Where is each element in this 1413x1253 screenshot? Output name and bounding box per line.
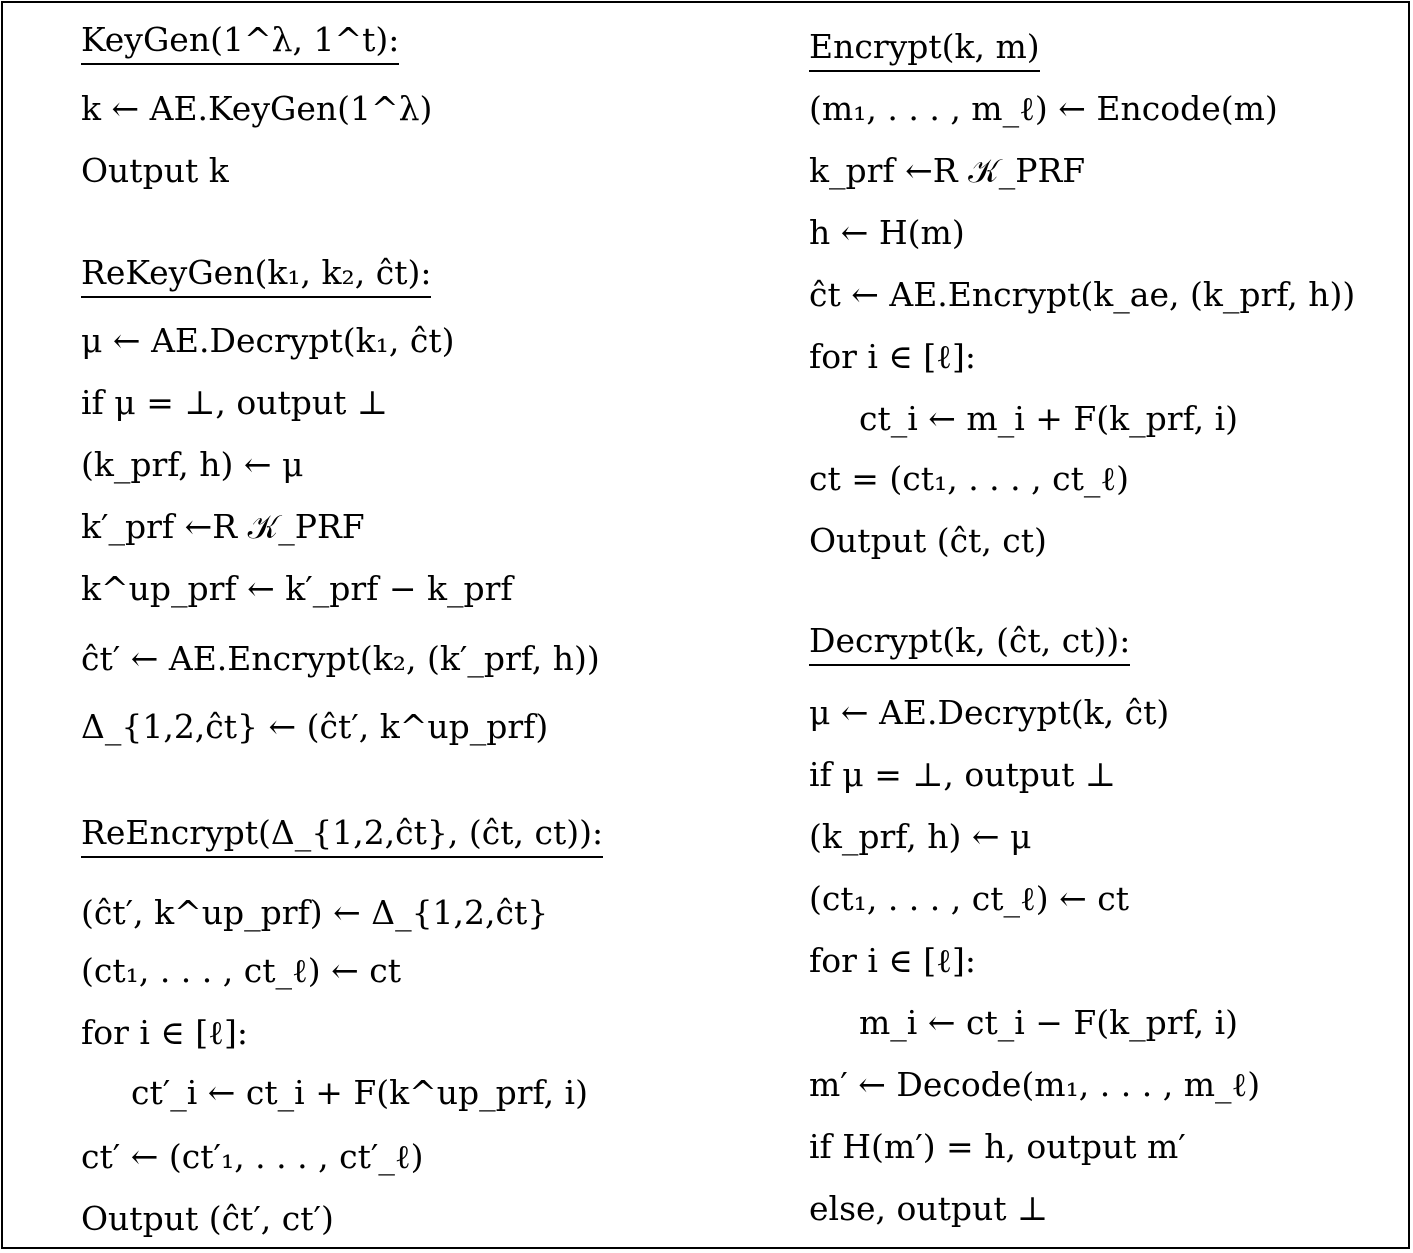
encrypt-line: Output (ĉt, ct) [809,521,1047,560]
decrypt-title: Decrypt(k, (ĉt, ct)): [809,621,1130,666]
decrypt-line: else, output ⊥ [809,1189,1049,1228]
algorithm-figure-frame [1,1,1410,1249]
encrypt-line: h ← H(m) [809,213,965,252]
reencrypt-title: ReEncrypt(Δ_{1,2,ĉt}, (ĉt, ct)): [81,813,603,858]
rekeygen-line: (k_prf, h) ← μ [81,445,304,484]
encrypt-line: for i ∈ [ℓ]: [809,337,976,376]
rekeygen-line: if μ = ⊥, output ⊥ [81,383,388,422]
reencrypt-line: Output (ĉt′, ct′) [81,1199,334,1238]
encrypt-line: ĉt ← AE.Encrypt(k_ae, (k_prf, h)) [809,275,1356,314]
decrypt-line: for i ∈ [ℓ]: [809,941,976,980]
reencrypt-line: ct′ ← (ct′₁, . . . , ct′_ℓ) [81,1137,424,1176]
reencrypt-line: for i ∈ [ℓ]: [81,1013,248,1052]
encrypt-line: k_prf ←R 𝒦_PRF [809,151,1086,190]
rekeygen-line: k^up_prf ← k′_prf − k_prf [81,569,513,608]
keygen-line: k ← AE.KeyGen(1^λ) [81,89,433,128]
decrypt-line: m_i ← ct_i − F(k_prf, i) [859,1003,1239,1042]
decrypt-line: if H(m′) = h, output m′ [809,1127,1186,1166]
rekeygen-line: k′_prf ←R 𝒦_PRF [81,507,365,546]
reencrypt-line: (ĉt′, k^up_prf) ← Δ_{1,2,ĉt} [81,893,549,932]
keygen-line: Output k [81,151,229,190]
encrypt-title: Encrypt(k, m) [809,27,1040,72]
decrypt-line: if μ = ⊥, output ⊥ [809,755,1116,794]
encrypt-line: ct = (ct₁, . . . , ct_ℓ) [809,459,1130,498]
keygen-title: KeyGen(1^λ, 1^t): [81,20,399,65]
reencrypt-line: ct′_i ← ct_i + F(k^up_prf, i) [131,1073,588,1112]
encrypt-line: (m₁, . . . , m_ℓ) ← Encode(m) [809,89,1278,128]
decrypt-line: μ ← AE.Decrypt(k, ĉt) [809,693,1170,732]
decrypt-line: m′ ← Decode(m₁, . . . , m_ℓ) [809,1065,1261,1104]
rekeygen-line: μ ← AE.Decrypt(k₁, ĉt) [81,321,455,360]
rekeygen-title: ReKeyGen(k₁, k₂, ĉt): [81,253,431,298]
decrypt-line: (ct₁, . . . , ct_ℓ) ← ct [809,879,1130,918]
reencrypt-line: (ct₁, . . . , ct_ℓ) ← ct [81,951,402,990]
rekeygen-line: ĉt′ ← AE.Encrypt(k₂, (k′_prf, h)) [81,639,600,678]
rekeygen-line: Δ_{1,2,ĉt} ← (ĉt′, k^up_prf) [81,707,549,746]
decrypt-line: (k_prf, h) ← μ [809,817,1032,856]
encrypt-line: ct_i ← m_i + F(k_prf, i) [859,399,1239,438]
